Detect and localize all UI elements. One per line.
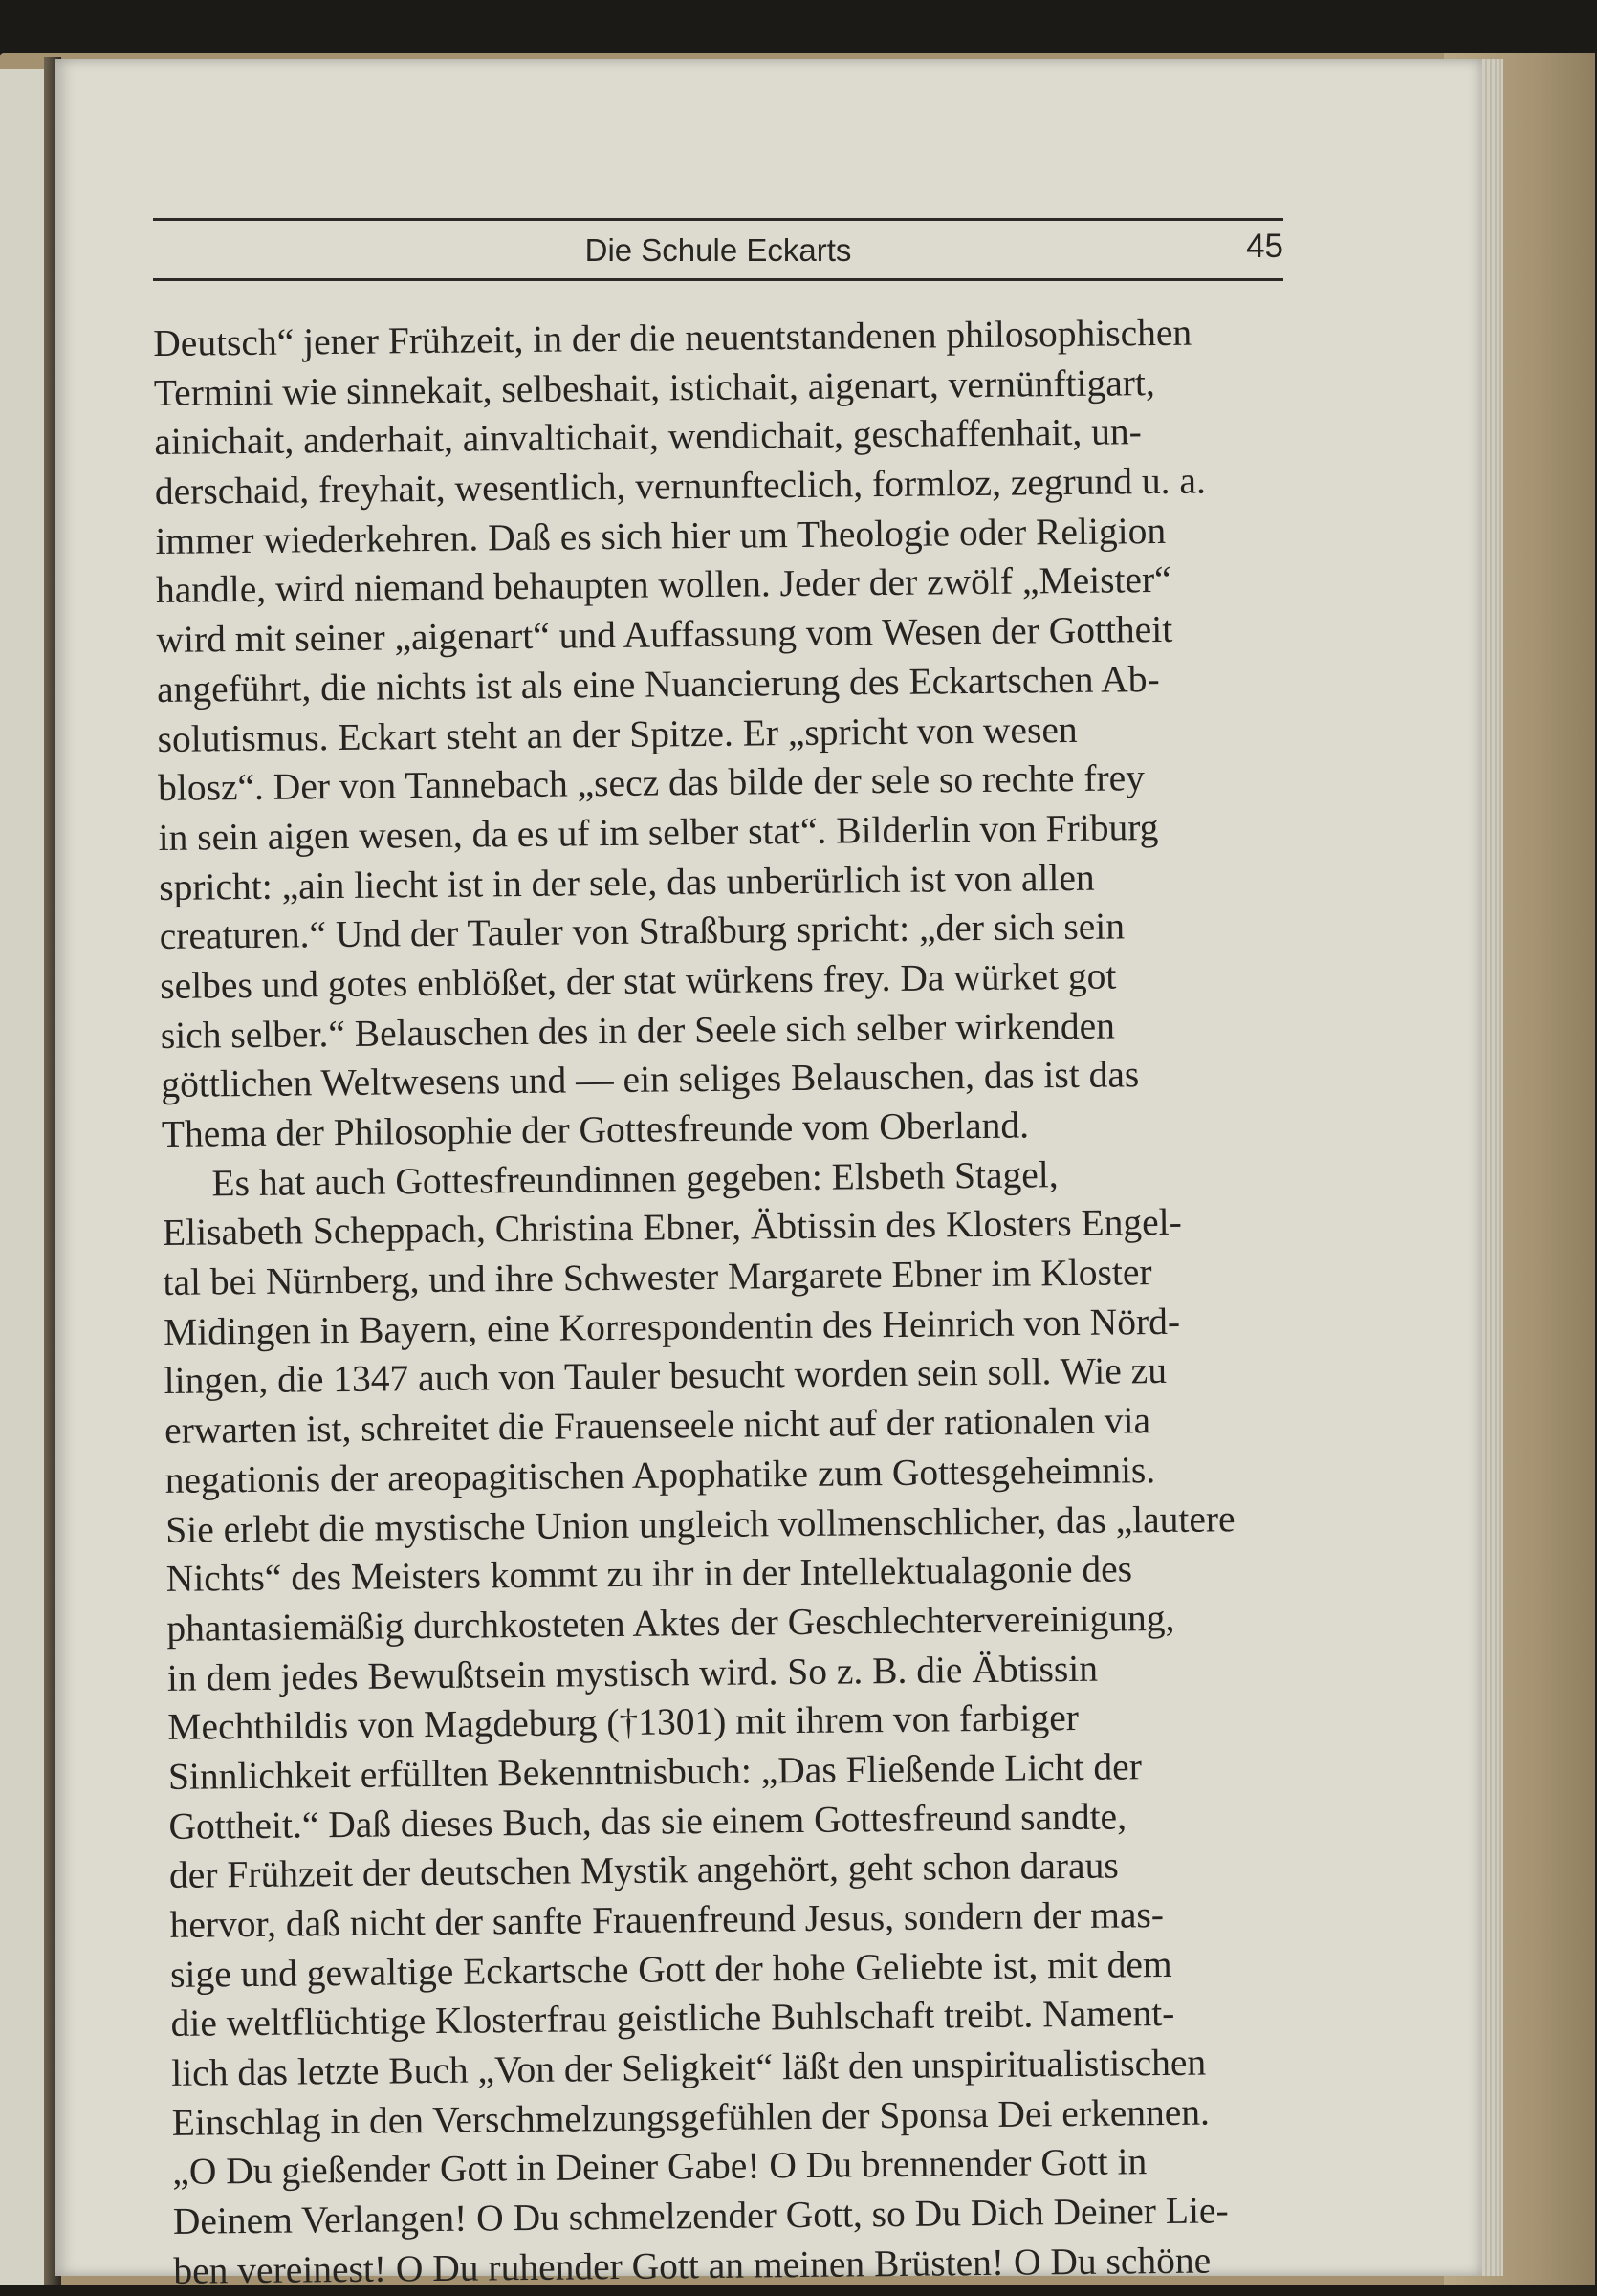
text-line: Mechthildis von Magdeburg (†1301) mit ihrem von farbiger	[167, 1696, 1080, 1749]
text-line: wird mit seiner „aigenart“ und Auffassung vom Wesen der Gottheit	[156, 607, 1173, 662]
text-line: „O Du gießender Gott in Deiner Gabe! O Du brennender Gott in	[172, 2140, 1148, 2194]
text-line: ainichait, anderhait, ainvaltichait, wendichait, geschaffenhait, un-	[154, 410, 1142, 464]
text-line: immer wiederkehren. Daß es sich hier um Theologie oder Religion	[155, 509, 1167, 562]
text-line: göttlichen Weltwesens und — ein seliges Belauschen, das ist das	[161, 1053, 1140, 1106]
text-line: Einschlag in den Verschmelzungsgefühlen der Sponsa Dei erkennen.	[171, 2090, 1211, 2144]
text-line: selbes und gotes enblößet, der stat würkens frey. Da würket got	[160, 954, 1117, 1007]
text-line: solutismus. Eckart steht an der Spitze. Er „spricht von wesen	[157, 708, 1078, 760]
body-text	[153, 307, 1331, 2296]
page-fore-edge	[1482, 59, 1503, 2276]
text-line: angeführt, die nichts ist als eine Nuancierung des Eckartschen Ab-	[156, 657, 1160, 711]
text-line: Deinem Verlangen! O Du schmelzender Gott, so Du Dich Deiner Lie-	[172, 2189, 1229, 2243]
page-number: 45	[1246, 228, 1283, 265]
text-line: negationis der areopagitischen Apophatike zum Gottesgeheimnis.	[164, 1448, 1156, 1501]
text-line: sige und gewaltige Eckartsche Gott der hohe Geliebte ist, mit dem	[169, 1942, 1172, 1996]
text-line: sich selber.“ Belauschen des in der Seele sich selber wirkenden	[160, 1004, 1116, 1057]
text-line: Nichts“ des Meisters kommt zu ihr in der Intellektualagonie des	[165, 1547, 1133, 1601]
text-line: Midingen in Bayern, eine Korrespondentin des Heinrich von Nörd-	[163, 1300, 1181, 1353]
text-line: tal bei Nürnberg, und ihre Schwester Margarete Ebner im Kloster	[163, 1251, 1152, 1304]
left-page-edge	[0, 69, 47, 2285]
header-rule-bottom	[153, 278, 1283, 281]
text-line: die weltflüchtige Klosterfrau geistliche Buhlschaft treibt. Nament-	[170, 1992, 1175, 2045]
text-line: blosz“. Der von Tannebach „secz das bilde der sele so rechte frey	[157, 756, 1146, 810]
text-line: in dem jedes Bewußtsein mystisch wird. So z. B. die Äbtissin	[166, 1647, 1099, 1699]
text-line: Deutsch“ jener Frühzeit, in der die neuentstandenen philosophischen	[153, 311, 1192, 364]
text-line: phantasiemäßig durchkosteten Aktes der Geschlechtervereinigung,	[166, 1596, 1175, 1650]
text-line: Thema der Philosophie der Gottesfreunde vom Oberland.	[161, 1104, 1030, 1155]
text-line: creaturen.“ Und der Tauler von Straßburg spricht: „der sich sein	[159, 905, 1126, 958]
running-title: Die Schule Eckarts	[584, 232, 852, 268]
text-line: erwarten ist, schreitet die Frauenseele nicht auf der rationalen via	[164, 1399, 1151, 1453]
text-line: Sinnlichkeit erfüllten Bekenntnisbuch: „Das Fließende Licht der	[167, 1745, 1143, 1798]
text-line: derschaid, freyhait, wesentlich, vernunfteclich, formloz, zegrund u. a.	[154, 459, 1207, 514]
text-line: Termini wie sinnekait, selbeshait, istichait, aigenart, vernünftigart,	[153, 361, 1155, 414]
text-line: lich das letzte Buch „Von der Seligkeit“ läßt den unspiritualistischen	[170, 2041, 1207, 2094]
text-line: hervor, daß nicht der sanfte Frauenfreund Jesus, sondern der mas-	[169, 1893, 1165, 1946]
text-line: Elisabeth Scheppach, Christina Ebner, Äbtissin des Klosters Engel-	[162, 1201, 1182, 1255]
text-line: handle, wird niemand behaupten wollen. Jeder der zwölf „Meister“	[155, 558, 1171, 612]
text-line: spricht: „ain liecht ist in der sele, das unberürlich ist von allen	[158, 856, 1095, 908]
text-line: Sie erlebt die mystische Union ungleich vollmenschlicher, das „lautere	[165, 1497, 1236, 1551]
text-line: in sein aigen wesen, da es uf im selber stat“. Bilderlin von Friburg	[158, 805, 1159, 859]
text-line: ben vereinest! O Du ruhender Gott an meinen Brüsten! O Du schöne	[173, 2239, 1212, 2292]
header-rule-top	[153, 218, 1283, 221]
paragraph-start-line: Es hat auch Gottesfreundinnen gegeben: Elsbeth Stagel,	[211, 1152, 1059, 1205]
text-line: der Frühzeit der deutschen Mystik angehört, geht schon daraus	[168, 1844, 1119, 1897]
text-line: lingen, die 1347 auch von Tauler besucht worden sein soll. Wie zu	[164, 1349, 1168, 1403]
text-line: Gottheit.“ Daß dieses Buch, das sie einem Gottesfreund sandte,	[168, 1795, 1127, 1848]
